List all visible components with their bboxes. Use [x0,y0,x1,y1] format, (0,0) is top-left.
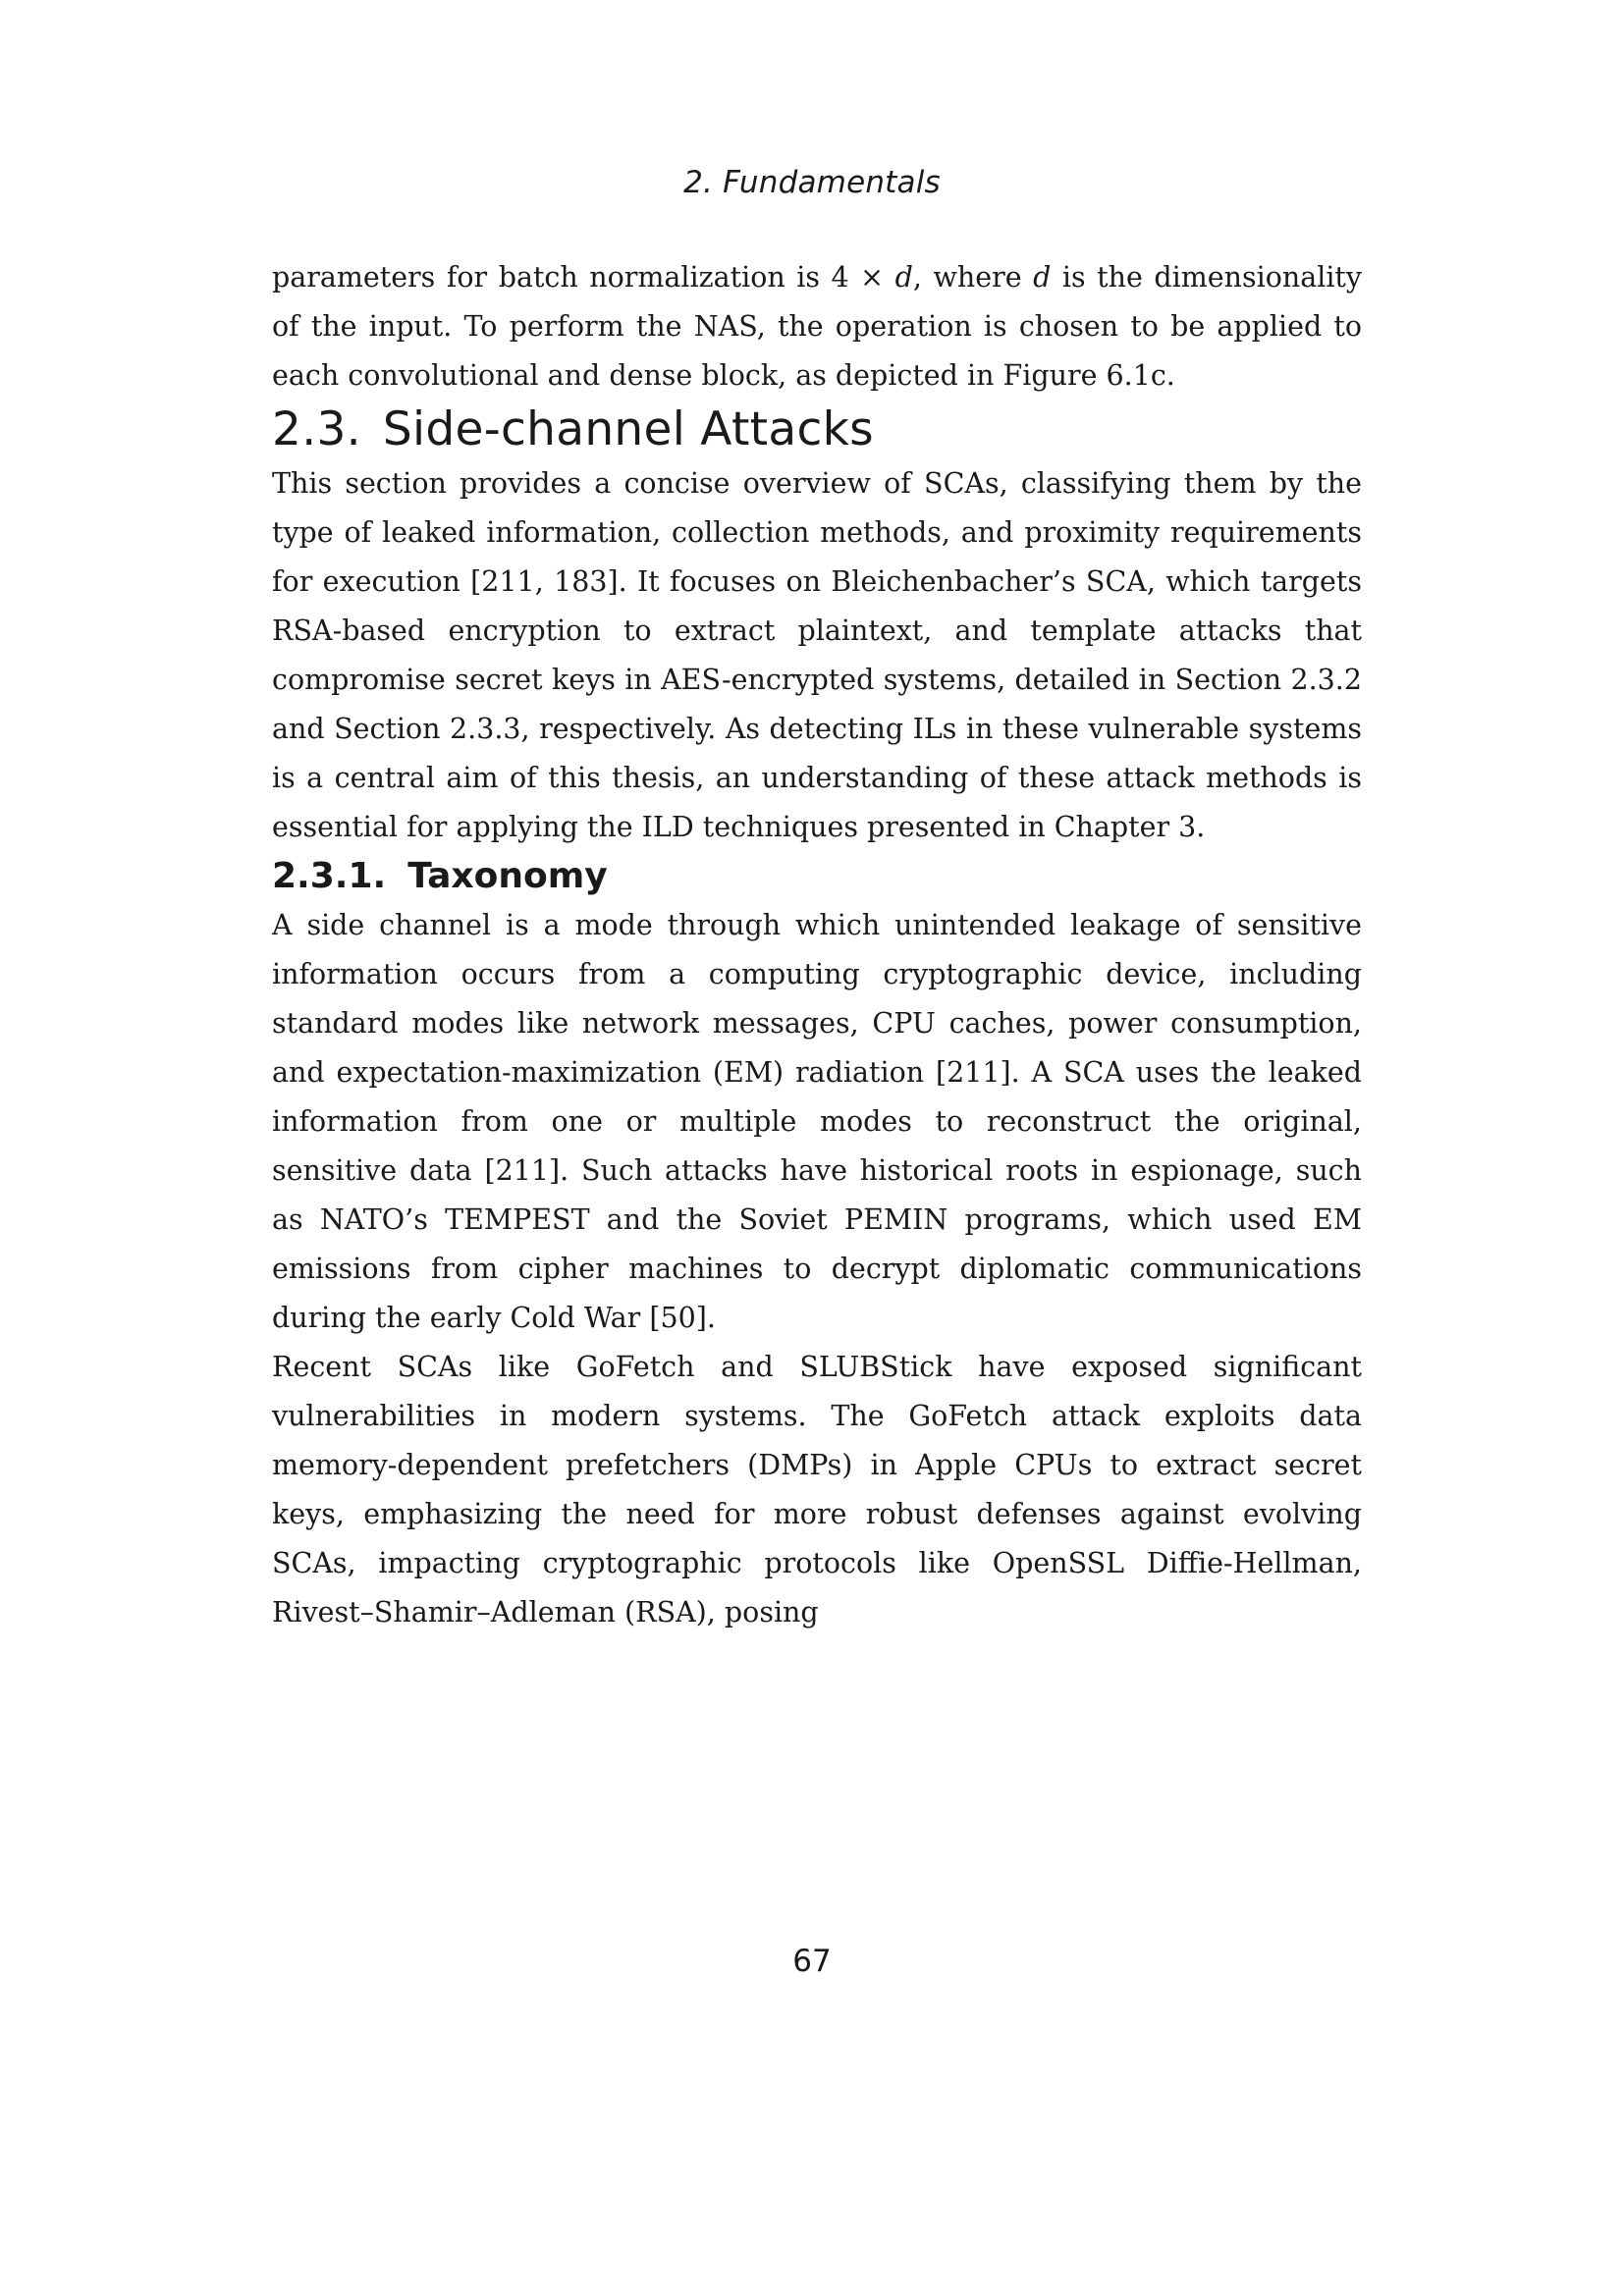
section-title: Side-channel Attacks [382,402,874,456]
taxonomy-paragraph-2: Recent SCAs like GoFetch and SLUBStick have exposed significant vulnerabilities in modern systems. The GoFetch attack exploits data memory-dependent prefetchers (DMPs) in Apple CPUs to extract secret keys, emphasizing the need for more robust defenses against evolving SCAs, impacting cryptographic protocols like OpenSSL Diffie-Hellman, Rivest–Shamir–Adleman (RSA), posing [272,1351,1362,1629]
section-overview-paragraph: This section provides a concise overview of SCAs, classifying them by the type of leaked information, collection methods, and proximity requirements for execution [211, 183]. It focuses on Bleichenbacher’s SCA, which targets RSA-based encryption to extract plaintext, and template attacks that compromise secret keys in AES-encrypted systems, detailed in Section 2.3.2 and Section 2.3.3, respectively. As detecting ILs in these vulnerable systems is a central aim of this thesis, an understanding of these attack methods is essential for applying the ILD techniques presented in Chapter 3. [272,467,1362,843]
section-number: 2.3. [272,402,361,456]
subsection-number: 2.3.1. [272,856,387,896]
math-variable-d: d [1033,261,1052,294]
subsection-title: Taxonomy [407,856,608,896]
section-heading [272,400,1362,459]
page-content [272,253,1362,1637]
subsection-heading [272,852,1362,901]
math-variable-d: d [894,261,913,294]
taxonomy-paragraph-1: A side channel is a mode through which unintended leakage of sensitive information occurs from a computing cryptographic device, including standard modes like network messages, CPU caches, power consumption, and expectation-maximization (EM) radiation [211]. A SCA uses the leaked information from one or multiple modes to reconstruct the original, sensitive data [211]. Such attacks have historical roots in espionage, such as NATO’s TEMPEST and the Soviet PEMIN programs, which used EM emissions from cipher machines to decrypt diplomatic communications during the early Cold War [50]. [272,909,1362,1334]
intro-text-mid: , where [912,261,1034,294]
intro-paragraph [272,253,1362,400]
page-number: 67 [792,1944,832,1979]
intro-text-post: is the dimensionality of the input. To perform the NAS, the operation is chosen to be applied to each convolutional and dense block, as depicted in Figure 6.1c. [272,261,1362,392]
running-header: 2. Fundamentals [683,165,941,200]
intro-text-pre: parameters for batch normalization is 4 × [272,261,895,294]
